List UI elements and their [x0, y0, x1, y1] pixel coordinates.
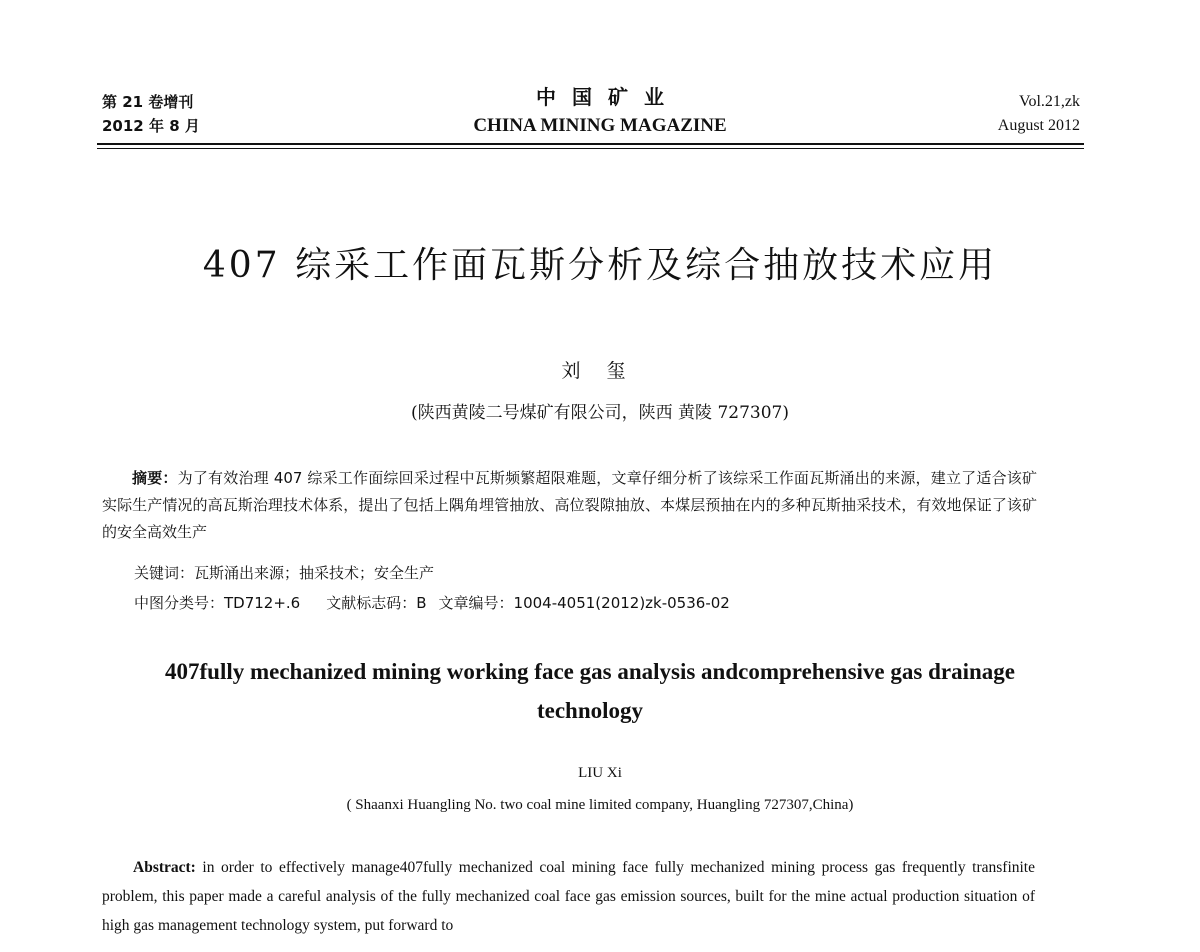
affiliation-en: ( Shaanxi Huangling No. two coal mine limited company, Huangling 727307,China) — [346, 797, 854, 813]
abstract-label-cn: 摘要： — [132, 469, 178, 487]
abstract-text-en: in order to effectively manage407fully mechanized coal mining face fully mechanized mining process gas frequently transfinite problem, this paper made a careful analysis of the fully mechanized coal face gas emission sources, built for the mine actual production situation of high gas management technology system, put forward to — [102, 859, 1035, 934]
volume-en: Vol.21,zk — [1018, 93, 1080, 110]
abstract-label-en: Abstract: — [133, 859, 196, 876]
date-en: August 2012 — [997, 117, 1080, 134]
abstract-cn — [102, 465, 1037, 546]
issue-date: 2012 年 8 月 — [102, 117, 200, 135]
author-cn: 刘玺 — [561, 360, 652, 382]
header-rule-thin — [97, 148, 1084, 149]
clc-number: 中图分类号：TD712+.6 — [134, 594, 301, 612]
header-rule-thick — [97, 143, 1084, 145]
issue-volume: 第 21 卷增刊 — [102, 93, 194, 111]
journal-name-cn: 中国矿业 — [536, 85, 680, 109]
author-en: LIU Xi — [578, 765, 622, 781]
abstract-en — [102, 853, 1035, 940]
document-code: 文献标志码：B — [326, 594, 427, 612]
article-title-en: 407fully mechanized mining working face gas analysis andcomprehensive gas drainage technology — [165, 659, 1015, 723]
affiliation-cn: (陕西黄陵二号煤矿有限公司，陕西 黄陵 727307) — [411, 403, 789, 423]
journal-masthead — [400, 84, 800, 140]
journal-issue-info — [102, 90, 200, 138]
article-title-cn: 407 综采工作面瓦斯分析及综合抽放技术应用 — [202, 245, 998, 286]
journal-volume-info — [998, 90, 1080, 138]
journal-name-en: CHINA MINING MAGAZINE — [473, 115, 727, 136]
article-number: 文章编号：1004-4051(2012)zk-0536-02 — [438, 594, 730, 612]
classification-line — [134, 592, 730, 613]
abstract-text-cn: 为了有效治理 407 综采工作面综回采过程中瓦斯频繁超限难题，文章仔细分析了该综采工作面瓦斯涌出的来源，建立了适合该矿实际生产情况的高瓦斯治理技术体系，提出了包括上隅角埋管抽放、高位裂隙抽放、本煤层预抽在内的多种瓦斯抽采技术，有效地保证了该矿的安全高效生产 — [102, 469, 1037, 541]
keywords-cn: 关键词：瓦斯涌出来源；抽采技术；安全生产 — [134, 564, 435, 582]
